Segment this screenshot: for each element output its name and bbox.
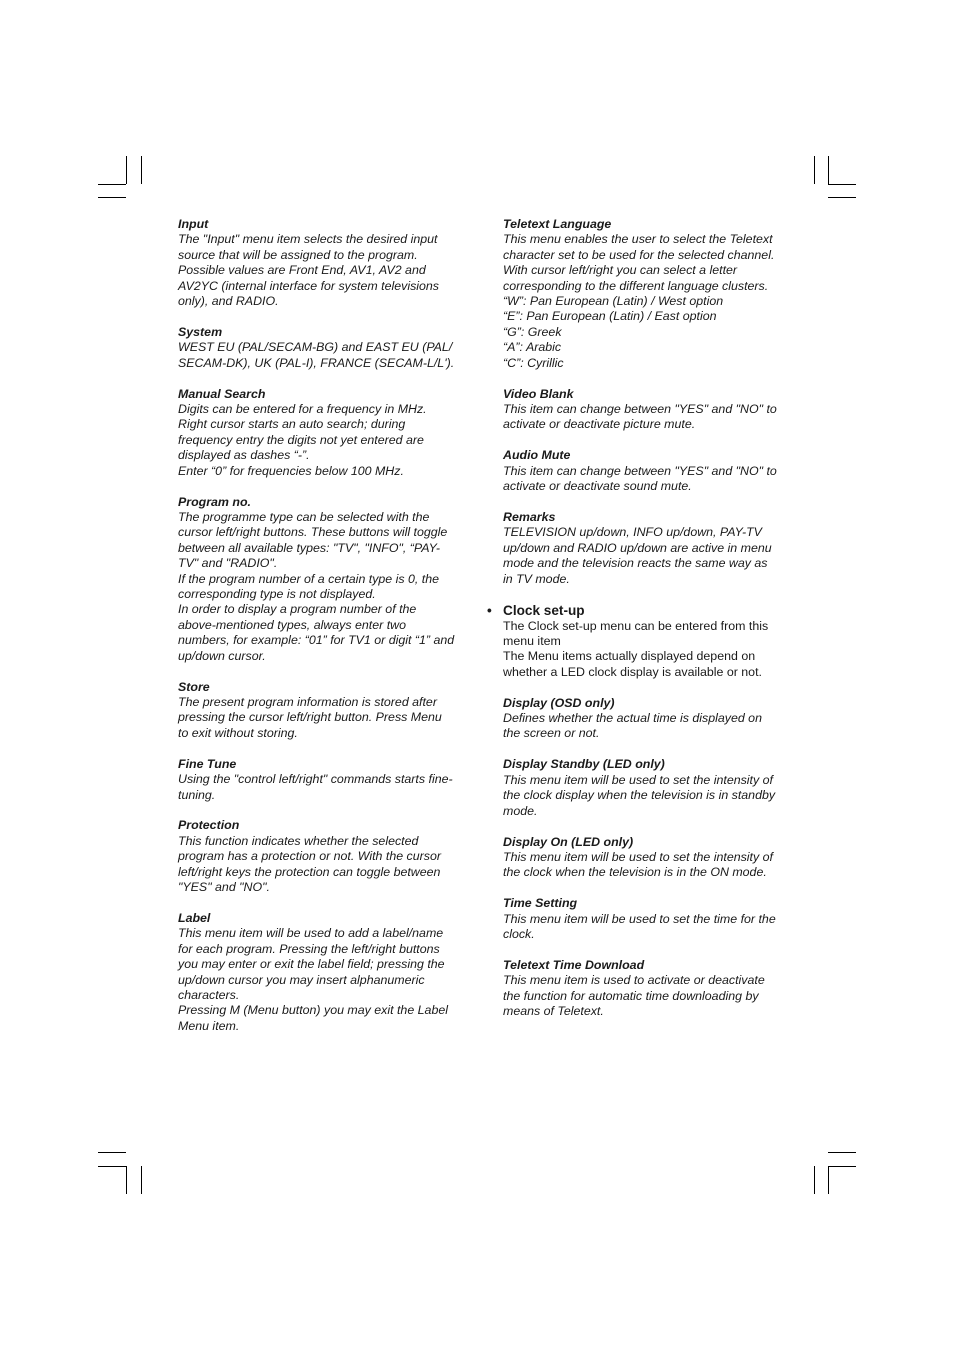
text-line: cursor left/right buttons. These buttons will toggle <box>178 525 448 540</box>
text-line: above-mentioned types, always enter two <box>178 617 406 632</box>
text-line: frequency entry the digits not yet entered are <box>178 432 424 447</box>
text-line: mode and the television reacts the same way as <box>503 556 768 571</box>
text-line: Defines whether the actual time is displayed on <box>503 711 762 726</box>
text-line: "YES" and "NO". <box>178 880 270 895</box>
text-line: The Menu items actually displayed depend on <box>503 649 756 664</box>
text-line: Possible values are Front End, AV1, AV2 and <box>178 263 426 278</box>
text-line: This menu item will be used to add a label/name <box>178 926 444 941</box>
text-line: activate or deactivate sound mute. <box>503 479 692 494</box>
section-protection <box>178 818 470 895</box>
text-line: The programme type can be selected with the <box>178 510 430 524</box>
text-line: in TV mode. <box>503 571 570 586</box>
text-line: up/down and RADIO up/down are active in menu <box>503 540 772 555</box>
text-line: to exit without storing. <box>178 725 298 740</box>
section-input <box>178 217 470 309</box>
section-body <box>178 695 470 741</box>
text-line: characters. <box>178 987 240 1002</box>
text-line: the clock when the television is in the ON mode. <box>503 865 767 880</box>
text-line: WEST EU (PAL/SECAM-BG) and EAST EU (PAL/ <box>178 340 453 355</box>
section-audio-mute <box>503 448 795 494</box>
section-body <box>178 232 470 309</box>
text-line: This menu item will be used to set the time for the <box>503 911 776 926</box>
section-body <box>178 834 470 896</box>
crop-mark <box>98 184 126 185</box>
section-display-on <box>503 835 795 881</box>
crop-mark <box>98 197 126 198</box>
section-heading: Protection <box>178 818 240 833</box>
section-heading: Remarks <box>503 510 556 524</box>
section-heading: Fine Tune <box>178 756 237 771</box>
text-line: “G”: Greek <box>503 324 562 339</box>
section-time-setting <box>503 896 795 942</box>
section-body <box>503 912 795 943</box>
section-heading: Display (OSD only) <box>503 695 615 710</box>
text-line: program has a protection or not. With the cursor <box>178 849 441 864</box>
crop-mark <box>141 1166 142 1194</box>
text-line: left/right keys the protection can toggle between <box>178 864 441 879</box>
clock-setup-title: Clock set-up <box>503 602 585 618</box>
clock-setup-heading <box>487 602 795 619</box>
section-heading: Label <box>178 910 211 925</box>
text-line: AV2YC (internal interface for system televisions <box>178 278 440 293</box>
section-body <box>503 973 795 1019</box>
text-line: means of Teletext. <box>503 1004 604 1019</box>
text-line: TELEVISION up/down, INFO up/down, PAY-TV <box>503 525 762 540</box>
section-program-no <box>178 495 470 664</box>
section-clock-setup <box>487 602 795 681</box>
section-fine-tune <box>178 757 470 803</box>
text-line: The "Input" menu item selects the desired input <box>178 232 438 247</box>
section-display-standby <box>503 757 795 819</box>
section-heading: Teletext Language <box>503 217 612 231</box>
crop-mark <box>828 184 856 185</box>
text-line: mode. <box>503 803 538 818</box>
text-line: Right cursor starts an auto search; during <box>178 417 406 432</box>
text-line: character set to be used for the selected channel. <box>503 247 775 262</box>
section-body <box>178 402 470 479</box>
section-remarks <box>503 510 795 587</box>
crop-mark <box>814 1166 815 1194</box>
section-body <box>503 464 795 495</box>
text-line: “A”: Arabic <box>503 340 562 355</box>
right-column <box>487 217 795 1035</box>
section-system <box>178 325 470 371</box>
section-heading: Store <box>178 679 210 694</box>
text-line: you may enter or exit the label field; pressing the <box>178 957 445 972</box>
text-line: the function for automatic time downloading by <box>503 988 759 1003</box>
crop-mark <box>814 156 815 184</box>
text-line: “E”: Pan European (Latin) / East option <box>503 309 717 324</box>
text-line: numbers, for example: “01” for TV1 or digit “1” and <box>178 633 455 648</box>
text-line: corresponding to the different language clusters. <box>503 278 769 293</box>
text-line: This item can change between "YES" and "NO" to <box>503 463 777 478</box>
crop-mark <box>126 1166 127 1194</box>
text-line: With cursor left/right you can select a letter <box>503 263 738 278</box>
section-label <box>178 911 470 1034</box>
text-line: This menu item will be used to set the intensity of <box>503 849 773 864</box>
text-line: only), and RADIO. <box>178 294 279 309</box>
text-line: pressing the cursor left/right button. Press Menu <box>178 710 442 725</box>
section-heading: Manual Search <box>178 386 266 401</box>
section-body <box>503 402 795 433</box>
section-heading: Display Standby (LED only) <box>503 757 665 772</box>
section-heading: System <box>178 324 223 339</box>
text-line: The present program information is stored after <box>178 694 437 709</box>
crop-mark <box>126 156 127 184</box>
section-body <box>503 232 795 371</box>
section-display-osd <box>503 696 795 742</box>
text-line: This menu item is used to activate or deactivate <box>503 973 765 988</box>
section-heading: Input <box>178 217 209 231</box>
text-line: the screen or not. <box>503 726 600 741</box>
text-line: If the program number of a certain type is 0, the <box>178 571 440 586</box>
text-line: clock. <box>503 927 535 942</box>
text-line: menu item <box>503 633 561 648</box>
text-line: “W”: Pan European (Latin) / West option <box>503 294 724 309</box>
bullet-icon: • <box>487 602 492 618</box>
crop-mark <box>828 197 856 198</box>
text-line: This menu item will be used to set the intensity of <box>503 772 773 787</box>
crop-mark <box>828 1166 829 1194</box>
text-line: up/down cursor. <box>178 648 266 663</box>
text-line: the clock display when the television is in standby <box>503 788 776 803</box>
section-heading: Program no. <box>178 494 251 509</box>
section-body <box>503 525 795 587</box>
text-line: The Clock set-up menu can be entered from this <box>503 618 769 633</box>
text-line: This menu enables the user to select the Teletext <box>503 232 773 247</box>
crop-mark <box>98 1166 126 1167</box>
section-body <box>503 850 795 881</box>
section-heading: Time Setting <box>503 896 578 911</box>
text-line: “C”: Cyrillic <box>503 355 564 370</box>
left-column <box>178 217 470 1050</box>
section-heading: Teletext Time Download <box>503 957 645 972</box>
section-body <box>178 772 470 803</box>
section-heading: Video Blank <box>503 386 574 401</box>
crop-mark <box>828 156 829 184</box>
text-line: corresponding type is not displayed. <box>178 587 376 602</box>
section-body <box>178 510 470 664</box>
section-teletext-time-download <box>503 958 795 1020</box>
section-heading: Audio Mute <box>503 448 571 463</box>
section-body <box>503 619 795 681</box>
crop-mark <box>828 1152 856 1153</box>
section-manual-search <box>178 387 470 479</box>
section-store <box>178 680 470 742</box>
text-line: whether a LED clock display is available or not. <box>503 664 762 679</box>
text-line: between all available types: "TV", "INFO", “PAY- <box>178 540 441 555</box>
text-line: tuning. <box>178 787 216 802</box>
section-body <box>503 773 795 819</box>
section-body <box>178 926 470 1034</box>
section-video-blank <box>503 387 795 433</box>
text-line: up/down cursor you may insert alphanumeric <box>178 972 425 987</box>
crop-mark <box>98 1152 126 1153</box>
text-line: for each program. Pressing the left/right buttons <box>178 941 440 956</box>
text-line: Digits can be entered for a frequency in MHz. <box>178 402 427 417</box>
text-line: displayed as dashes “-”. <box>178 448 310 463</box>
section-teletext-language <box>503 217 795 371</box>
text-line: SECAM-DK), UK (PAL-I), FRANCE (SECAM-L/L'). <box>178 355 455 370</box>
text-line: activate or deactivate picture mute. <box>503 417 696 432</box>
text-line: source that will be assigned to the program. <box>178 247 418 262</box>
section-body <box>178 340 470 371</box>
section-heading: Display On (LED only) <box>503 834 634 849</box>
text-line: TV" and "RADIO". <box>178 556 278 571</box>
text-line: Pressing M (Menu button) you may exit the Label <box>178 1003 448 1018</box>
text-line: In order to display a program number of the <box>178 602 417 617</box>
text-line: This function indicates whether the selected <box>178 833 419 848</box>
crop-mark <box>141 156 142 184</box>
text-line: This item can change between "YES" and "NO" to <box>503 401 777 416</box>
crop-mark <box>828 1166 856 1167</box>
text-line: Enter “0” for frequencies below 100 MHz. <box>178 463 404 478</box>
text-line: Menu item. <box>178 1018 240 1033</box>
section-body <box>503 711 795 742</box>
text-line: Using the "control left/right" commands starts fine- <box>178 772 453 787</box>
